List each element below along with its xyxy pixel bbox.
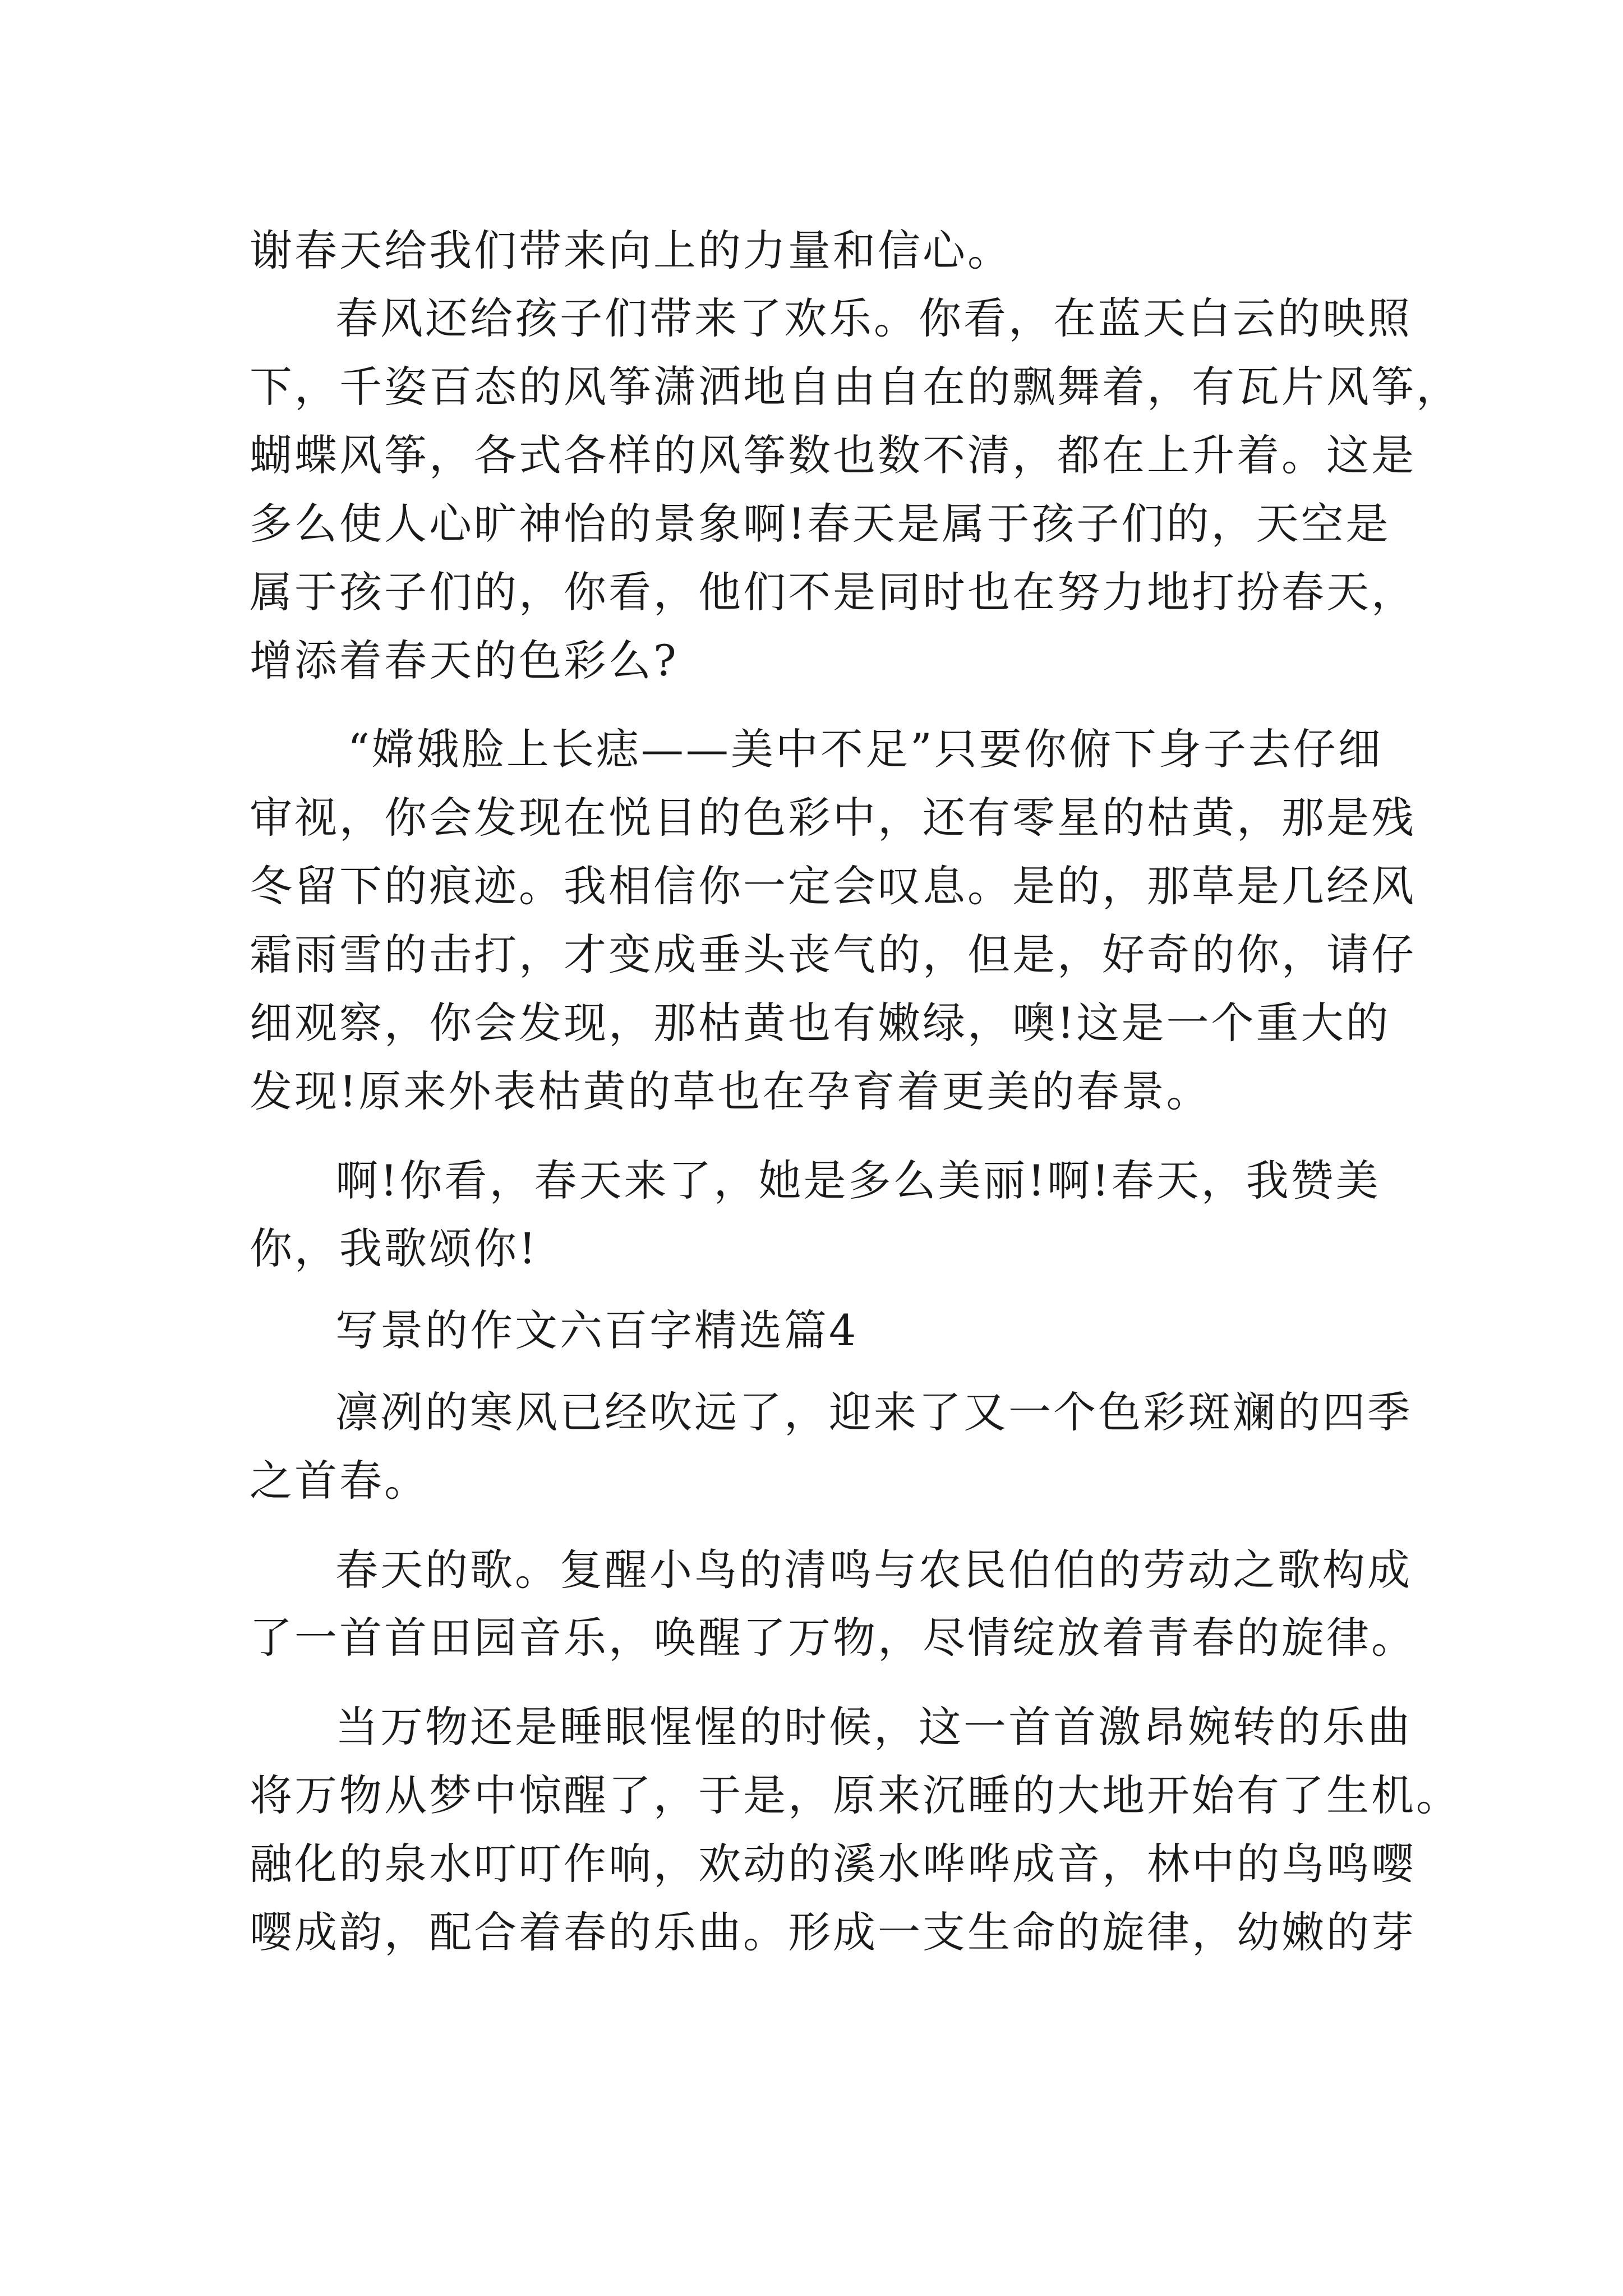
text-line: 谢春天给我们带来向上的力量和信心。 bbox=[250, 226, 1012, 275]
text-line: 嘤成韵，配合着春的乐曲。形成一支生命的旋律，幼嫩的芽 bbox=[250, 1907, 1416, 1957]
text-line: 蝴蝶风筝，各式各样的风筝数也数不清，都在上升着。这是 bbox=[250, 430, 1416, 480]
section-heading: 写景的作文六百字精选篇4 bbox=[335, 1305, 859, 1355]
text-line: 多么使人心旷神怡的景象啊!春天是属于孩子们的，天空是 bbox=[250, 499, 1391, 549]
text-line: 增添着春天的色彩么? bbox=[250, 636, 679, 685]
text-line: 细观察，你会发现，那枯黄也有嫩绿，噢!这是一个重大的 bbox=[250, 998, 1391, 1048]
text-line: 融化的泉水叮叮作响，欢动的溪水哗哗成音，林中的鸟鸣嘤 bbox=[250, 1839, 1416, 1889]
text-line: 冬留下的痕迹。我相信你一定会叹息。是的，那草是几经风 bbox=[250, 861, 1416, 911]
text-line: 发现!原来外表枯黄的草也在孕育着更美的春景。 bbox=[250, 1066, 1211, 1116]
text-line: 了一首首田园音乐，唤醒了万物，尽情绽放着青春的旋律。 bbox=[250, 1613, 1416, 1663]
paragraph-first-line: 春风还给孩子们带来了欢乐。你看，在蓝天白云的映照 bbox=[335, 293, 1412, 343]
paragraph-first-line: 啊!你看，春天来了，她是多么美丽!啊!春天，我赞美 bbox=[335, 1156, 1381, 1205]
text-line: 审视，你会发现在悦目的色彩中，还有零星的枯黄，那是残 bbox=[250, 793, 1416, 843]
paragraph-first-line: “嫦娥脸上长痣——美中不足”只要你俯下身子去仔细 bbox=[348, 724, 1383, 774]
text-line: 下，千姿百态的风筝潇洒地自由自在的飘舞着，有瓦片风筝， bbox=[250, 362, 1461, 412]
paragraph-first-line: 凛冽的寒风已经吹远了，迎来了又一个色彩斑斓的四季 bbox=[335, 1387, 1412, 1437]
text-line: 霜雨雪的击打，才变成垂头丧气的，但是，好奇的你，请仔 bbox=[250, 930, 1416, 979]
text-line: 属于孩子们的，你看，他们不是同时也在努力地打扮春天， bbox=[250, 567, 1416, 617]
text-line: 你，我歌颂你! bbox=[250, 1223, 538, 1273]
paragraph-first-line: 春天的歌。复醒小鸟的清鸣与农民伯伯的劳动之歌构成 bbox=[335, 1545, 1412, 1595]
text-line: 将万物从梦中惊醒了，于是，原来沉睡的大地开始有了生机。 bbox=[250, 1770, 1461, 1820]
text-line: 之首春。 bbox=[250, 1456, 429, 1506]
paragraph-first-line: 当万物还是睡眼惺惺的时候，这一首首激昂婉转的乐曲 bbox=[335, 1702, 1412, 1752]
